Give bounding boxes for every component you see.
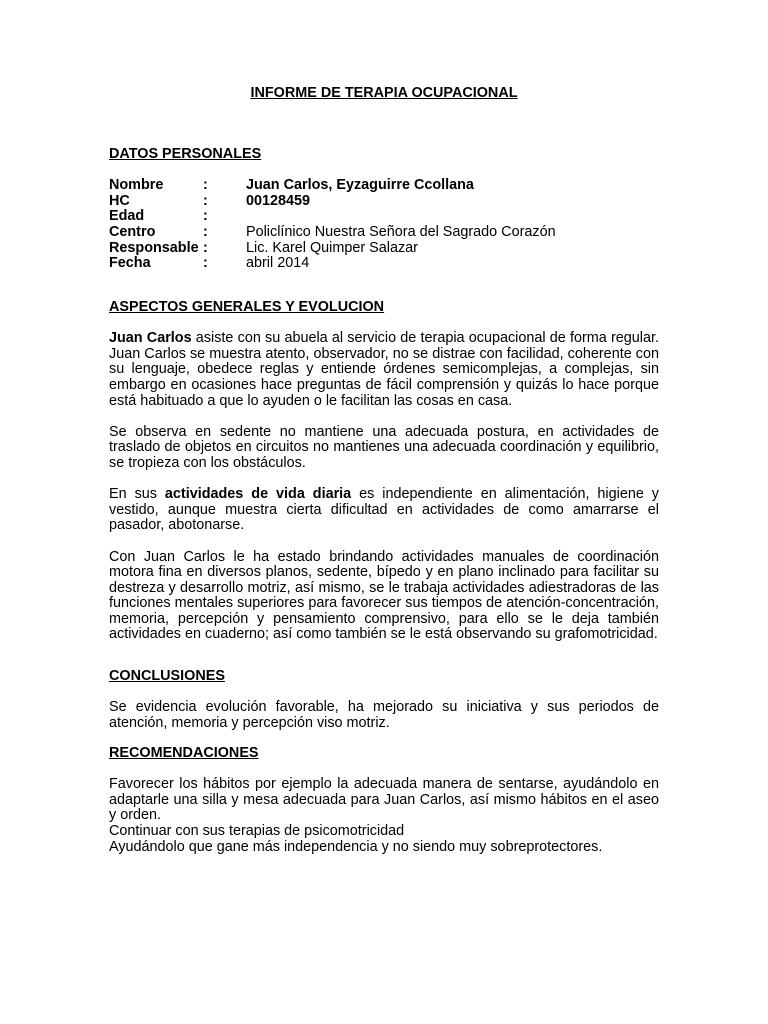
row-value: Lic. Karel Quimper Salazar (246, 239, 418, 256)
recomendaciones-heading: RECOMENDACIONES (109, 745, 259, 761)
row-label: HC (109, 192, 130, 209)
paragraph-text: es independiente en alimentación, higiene y vestido, aunque muestra cierta dificultad en actividades de como amarrarse el pasador, abotonarse. (109, 486, 659, 534)
recomendaciones-line-2: Continuar con sus terapias de psicomotricidad (109, 822, 405, 839)
datos-row-centro (109, 225, 659, 241)
row-value: abril 2014 (246, 255, 310, 272)
conclusiones-paragraph: Se evidencia evolución favorable, ha mejorado su iniciativa y sus periodos de atención, memoria y percepción viso motriz. (109, 699, 659, 731)
row-colon: : (203, 192, 208, 209)
aspectos-paragraph-3 (109, 487, 659, 534)
datos-row-fecha (109, 256, 659, 272)
row-label: Edad (109, 208, 145, 225)
aspectos-paragraph-2: Se observa en sedente no mantiene una adecuada postura, en actividades de traslado de objetos en circuitos no mantienes una adecuada coordinación y equilibrio, se tropieza con los obstáculos. (109, 423, 659, 471)
datos-heading: DATOS PERSONALES (109, 146, 262, 162)
row-label: Centro (109, 223, 156, 240)
recomendaciones-line-3: Ayudándolo que gane más independencia y no siendo muy sobreprotectores. (109, 838, 603, 855)
datos-row-nombre (109, 178, 659, 194)
paragraph-text: asiste con su abuela al servicio de terapia ocupacional de forma regular. Juan Carlos se muestra atento, observador, no se distrae con facilidad, coherente con su lenguaje, obedece reglas y entiende órdenes semicomplejas, a complejas, sin embargo en ocasiones hace preguntas de fácil comprensión y quizás lo hace porque está habituado a que lo ayuden o le facilitan las cosas en casa. (109, 330, 659, 409)
row-value: Policlínico Nuestra Señora del Sagrado Corazón (246, 223, 556, 240)
bold-phrase: actividades de vida diaria (164, 486, 352, 503)
row-colon: : (203, 239, 208, 256)
row-value: 00128459 (246, 192, 311, 209)
row-label: Responsable (109, 239, 199, 256)
bold-phrase: Juan Carlos (109, 330, 192, 347)
row-colon: : (203, 223, 208, 240)
datos-row-hc (109, 194, 659, 210)
section-conclusiones (109, 669, 659, 731)
document-title: INFORME DE TERAPIA OCUPACIONAL (250, 85, 518, 101)
row-label: Fecha (109, 255, 151, 272)
datos-row-edad (109, 209, 659, 225)
aspectos-paragraph-4: Con Juan Carlos le ha estado brindando actividades manuales de coordinación motora fina en diversos planos, sedente, bípedo y en plano inclinado para facilitar su destreza y desarrollo motriz, así mismo, se le trabaja actividades adiestradoras de las funciones mentales superiores para favorecer sus tiempos de atención-concentración, memoria, percepción y pensamiento comprensivo, para ello se le deja también actividades en cuaderno; así como también se le está observando su grafomotricidad. (109, 548, 659, 643)
section-aspectos-generales (109, 300, 659, 659)
aspectos-paragraph-1 (109, 331, 659, 409)
aspectos-heading: ASPECTOS GENERALES Y EVOLUCION (109, 299, 385, 315)
row-colon: : (203, 177, 208, 194)
datos-row-responsable (109, 241, 659, 257)
conclusiones-heading: CONCLUSIONES (109, 668, 225, 684)
row-colon: : (203, 255, 208, 272)
section-recomendaciones (109, 746, 659, 855)
row-colon: : (203, 208, 208, 225)
paragraph-text: En sus (109, 486, 165, 503)
recomendaciones-paragraph: Favorecer los hábitos por ejemplo la adecuada manera de sentarse, ayudándolo en adaptarle una silla y mesa adecuada para Juan Carlos, así mismo hábitos en el aseo y orden. (109, 776, 659, 824)
section-datos-personales (109, 147, 659, 272)
row-label: Nombre (109, 177, 164, 194)
row-value: Juan Carlos, Eyzaguirre Ccollana (246, 177, 474, 194)
